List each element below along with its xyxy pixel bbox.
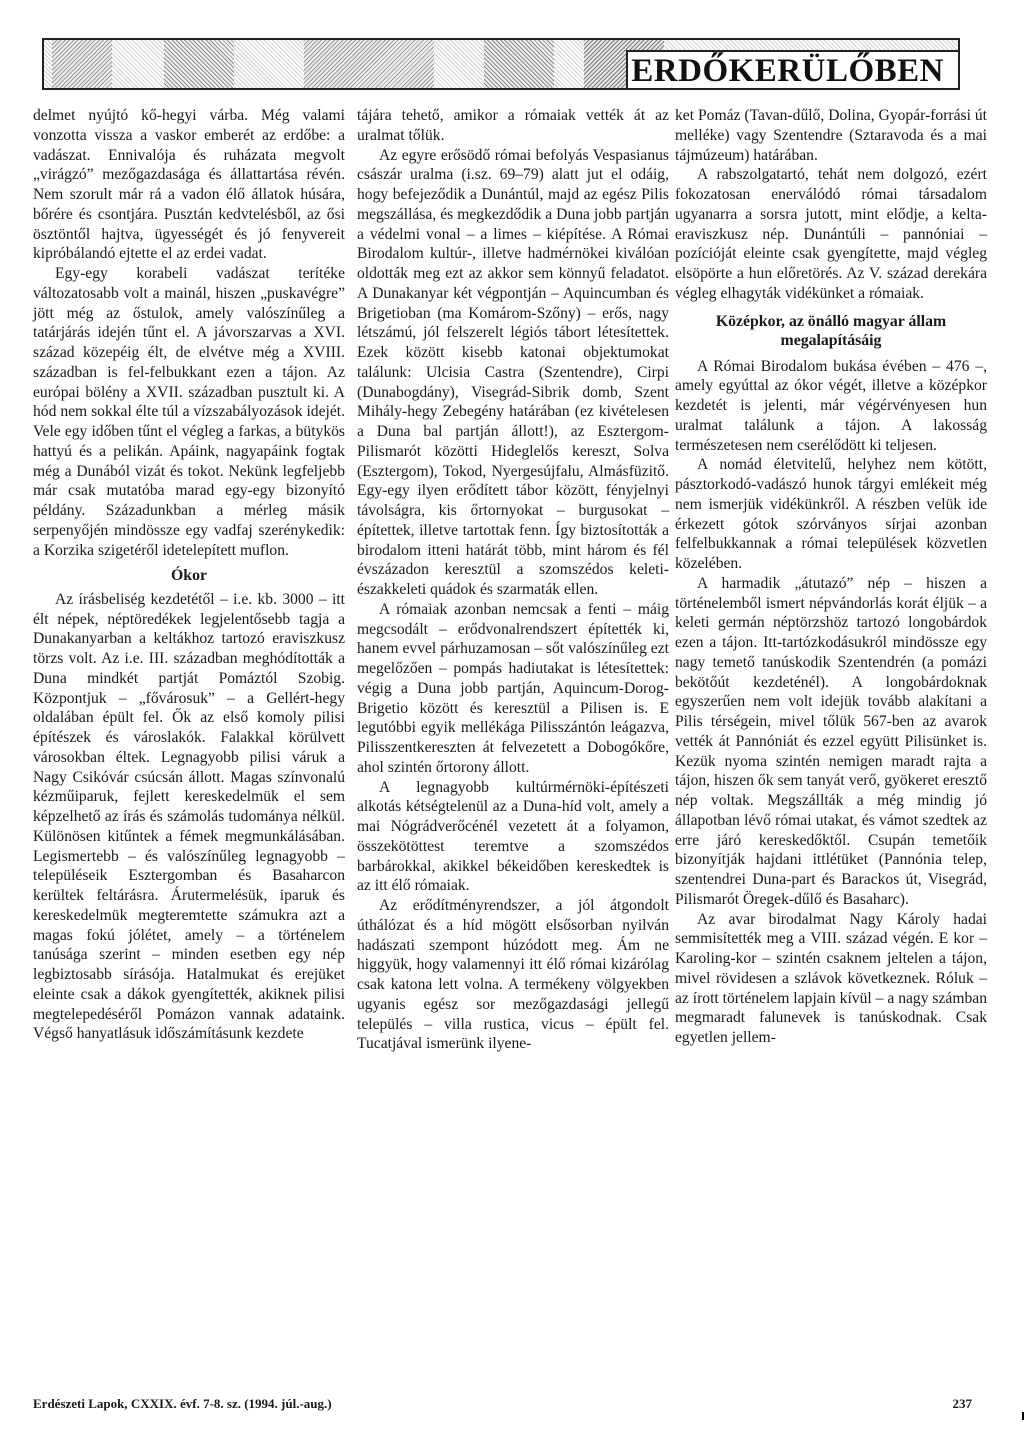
- paragraph: delmet nyújtó kő-hegyi várba. Még valami vonzotta vissza a vaskor emberét az erdőbe: a vadászat. Ennivalója és ruházata megvolt „virágzó” mezőgazdasága és állattartása révén. Nem szorult már rá a vadon élő állatok húsára, bőrére és csontjára. Pusztán kedvtelésből, az ősi ösztöntől hajtva, ügyességét és jó fenyvereit kipróbálandó ejtette el az erdei vadat.: [33, 107, 345, 263]
- paragraph: Az írásbeliség kezdetétől – i.e. kb. 3000 – itt élt népek, néptöredékek legjelentősebb tagja a Dunakanyarban a keltákhoz tartozó eraviszkusz törzs volt. Az i.e. III. században meghódították a Duna mindkét partját Pomáztól Szobig. Központjuk – „fővárosuk” – a Gellért-hegy oldalában épült fel. Ők az első komoly pilisi építészek és városlakók. Falakkal körülvett városokban éltek. Legnagyobb pilisi váruk a Nagy Csikóvár csúcsán állott. Magas színvonalú kézműiparuk, fejlett kereskedelmük el sem képzelhető az írás és számolás tudománya nélkül. Különösen kitűntek a fémek megmunkálásában. Legismertebb – és valószínűleg legnagyobb – településeik Esztergomban és Basaharcon kerültek feltárásra. Árutermelésük, iparuk és kereskedelmük megteremtette számukra azt a magas fokú jólétet, amely – a történelem tanúsága szerint – minden esetben egy nép legbiztosabb sírásója. Hatalmukat és erejüket eleinte csak a dákok gyengítették, akiknek pilisi megtelepedéséről Pomázon vannak adataink. Végső hanyatlásuk időszámításunk kezdete: [33, 590, 345, 1043]
- paragraph: A rómaiak azonban nemcsak a fenti – máig megcsodált – erődvonalrendszert építették ki, hanem evvel párhuzamosan – sőt valószínűleg ezt megelőzően – pompás hadiutakat is létesítettek: végig a Duna jobb partján, Aquincum-Dorog-Brigetio között és keresztül a Pilisen is. E legutóbbi egyik mellékága Pilisszántón leágazva, Pilisszentkereszten át felvezetett a Dobogókőre, ahol szintén őrtorony állott.: [357, 600, 669, 776]
- column-2: [357, 106, 669, 1054]
- banner-title-box: [626, 50, 958, 90]
- paragraph: Az erődítményrendszer, a jól átgondolt úthálózat és a híd mögött elsősorban nyilván hadászati szempont húzódott meg. Ám ne higgyük, hogy valamennyi itt élő római kizárólag csak katona lett volna. A termékeny völgyekben ugyanis egész sor mezőgazdasági jellegű település – villa rustica, vicus – épült fel. Tucatjával ismerünk ilyene-: [357, 897, 669, 1053]
- paragraph: A nomád életvitelű, helyhez nem kötött, pásztorkodó-vadászó hunok tárgyi emlékeit még nem ismerjük vidékünkről. A részben velük ide érkezett gótok szórványos sírjai azonban felfelbukkannak a római települések közvetlen közelében.: [675, 456, 987, 572]
- paragraph: A harmadik „átutazó” nép – hiszen a történelemből ismert népvándorlás korát éljük – a keleti germán néptörzshöz tartozó longobárdok ezen a tájon. Itt-tartózkodásukról mindössze egy nagy temető tanúskodik Szentendrén (a pomázi bekötőút kezdeténél). A longobárdoknak egyszerűen nem volt idejük tovább alakítani a Pilis térségein, mivel tőlük 567-ben az avarok vették át Pannóniát és ezzel együtt Pilisünket is. Kezük nyoma szintén nemigen maradt rajta a tájon, hiszen ők sem tanyát verő, gyökeret eresztő nép voltak. Megszállták a még mindig jó állapotban lévő római utakat, és vámot szedtek az erre járó kereskedőktől. Csupán temetőik bizonyítják hajdani ittlétüket (Pannónia telep, szentendrei Duna-part és Barackos út, Visegrád, Pilismarót Öregek-dűlő és Basaharc).: [675, 574, 987, 908]
- paragraph: A rabszolgatartó, tehát nem dolgozó, ezért fokozatosan enerválódó római társadalom ugyanarra a sorsra jutott, mint elődje, a kelta-eraviszkusz nép. Dunántúli – pannóniai – pozícióját eleinte csak gyengítette, majd végleg elsöpörte a hun előretörés. Az V. század derekára végleg elhagyták vidékünket a rómaiak.: [675, 166, 987, 302]
- banner-texture: [164, 40, 234, 88]
- paragraph: Egy-egy korabeli vadászat terítéke változatosabb volt a mainál, hiszen „puskavégre” jött még az őstulok, amely valószínűleg a tatárjárás idején tűnt el. A jávorszarvas a XVI. század közepéig élt, de elvétve még a XVIII. században is fel-felbukkant ezen a tájon. Az európai bölény a XVII. században pusztult ki. A hód nem sokkal élte túl a vízszabályozások idejét. Vele egy időben tűnt el végleg a farkas, a bütykös hattyú és a pelikán. Apáink, nagyapáink fogtak még a Dunából vizát és tokot. Nekünk legfeljebb már csak mutatóba marad egy-egy bizonyító példány. Századunkban a mérleg másik serpenyőjén mindössze egy vadfaj szerénykedik: a Korzika szigetéről idetelepített muflon.: [33, 265, 345, 559]
- section-banner: [42, 38, 960, 90]
- page-number: 237: [952, 1396, 972, 1411]
- paragraph: A Római Birodalom bukása évében – 476 –, amely egyúttal az ókor végét, illetve a középkor kezdetét is jelenti, már végérvényesen hun uralmat találunk a tájon. A lakosság természetesen nem cserélődött ki teljesen.: [675, 357, 987, 454]
- banner-texture: [52, 40, 112, 88]
- section-title: ERDŐKERÜLŐBEN: [631, 53, 944, 89]
- section-heading: Középkor, az önálló magyar állam megalapításáig: [715, 312, 947, 349]
- banner-texture: [484, 40, 554, 88]
- banner-texture: [304, 40, 434, 88]
- paragraph: Az egyre erősödő római befolyás Vespasianus császár uralma (i.sz. 69–79) alatt jut el odáig, hogy befejeződik a Dunántúl, majd az egész Pilis megszállása, és megkezdődik a Duna jobb partján a védelmi vonal – a limes – kiépítése. A Római Birodalom kultúr-, illetve hadmérnökei kiválóan oldották meg ezt az akkor sem könnyű feladatot. A Dunakanyar két végpontján – Aquincumban és Brigetioban (ma Komárom-Szőny) – erős, nagy létszámú, jól felszerelt légiós tábort létesítettek. Ezek között kisebb katonai objektumokat találunk: Ulcisia Castra (Szentendre), Cirpi (Dunabogdány), Visegrád-Sibrik domb, Szent Mihály-hegy Zebegény határában (ez kivételesen a Duna bal partján állott!), az Esztergom-Pilismarót közötti Hideglelős kereszt, Solva (Esztergom), Tokod, Nyergesújfalu, Almásfüzitő. Egy-egy ilyen erődített tábor között, fényjelnyi távolságra, kis őrtornyokat – burgusokat – építettek, illetve tartottak fenn. Így biztosították a birodalom itteni határát több, mint három és fél évszázadon keresztül a szomszédos keleti-északkeleti quádok és szarmaták ellen.: [357, 146, 669, 598]
- column-1: [33, 106, 345, 1044]
- section-heading: Ókor: [171, 567, 207, 585]
- paragraph: ket Pomáz (Tavan-dűlő, Dolina, Gyopár-forrási út melléke) vagy Szentendre (Sztaravoda és a mai tájmúzeum) határában.: [675, 107, 987, 164]
- journal-citation: Erdészeti Lapok, CXXIX. évf. 7-8. sz. (1994. júl.-aug.): [33, 1396, 332, 1411]
- paragraph: tájára tehető, amikor a rómaiak vették át az uralmat tőlük.: [357, 107, 669, 144]
- column-3: [675, 106, 987, 1048]
- paragraph: Az avar birodalmat Nagy Károly hadai semmisítették meg a VIII. század végén. E kor – Karoling-kor – szintén csaknem jeltelen a tájon, mivel rövidesen a szlávok következnek. Róluk – az írott történelem lapjain kívül – a nagy számban megmaradt falunevek is tanúskodnak. Csak egyetlen jellem-: [675, 910, 987, 1046]
- paragraph: A legnagyobb kultúrmérnöki-építészeti alkotás kétségtelenül az a Duna-híd volt, amely a mai Nógrádverőcénél vezetett át a folyamon, összekötöttest teremtve a szomszédos barbárokkal, akikkel békeidőben kereskedtek is az itt élő rómaiak.: [357, 778, 669, 895]
